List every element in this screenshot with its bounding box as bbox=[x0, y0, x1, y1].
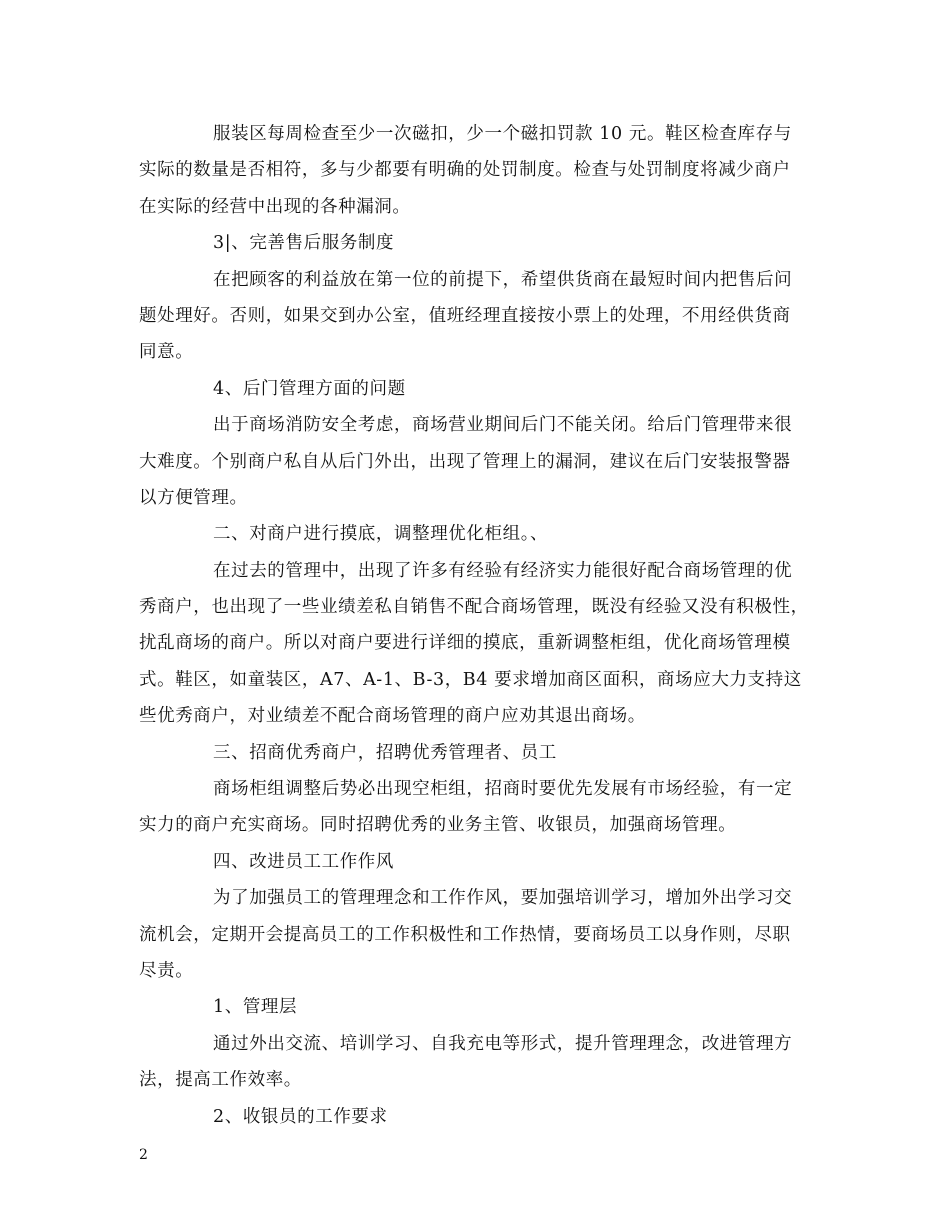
text-line: 在把顾客的利益放在第一位的前提下，希望供货商在最短时间内把售后问 bbox=[213, 269, 793, 290]
text-line: 扰乱商场的商户。所以对商户要进行详细的摸底，重新调整柜组，优化商场管理模 bbox=[139, 633, 791, 654]
text-line: 四、改进员工工作作风 bbox=[213, 851, 394, 872]
text-line: 在实际的经营中出现的各种漏洞。 bbox=[139, 196, 411, 217]
text-line: 实力的商户充实商场。同时招聘优秀的业务主管、收银员，加强商场管理。 bbox=[139, 815, 737, 836]
text-line: 商场柜组调整后势必出现空柜组，招商时要优先发展有市场经验，有一定 bbox=[213, 779, 793, 800]
text-line: 为了加强员工的管理理念和工作作风，要加强培训学习，增加外出学习交 bbox=[213, 888, 793, 909]
text-line: 二、对商户进行摸底，调整理优化柜组。、 bbox=[213, 524, 549, 545]
text-line: 同意。 bbox=[139, 342, 194, 363]
text-line: 大难度。个别商户私自从后门外出，出现了管理上的漏洞，建议在后门安装报警器 bbox=[139, 451, 791, 472]
text-line: 在过去的管理中，出现了许多有经验有经济实力能很好配合商场管理的优 bbox=[213, 560, 793, 581]
text-line: 1、管理层 bbox=[213, 997, 298, 1018]
text-line: 以方便管理。 bbox=[139, 487, 248, 508]
text-line: 秀商户，也出现了一些业绩差私自销售不配合商场管理，既没有经验又没有积极性， bbox=[139, 597, 809, 618]
text-line: 4、后门管理方面的问题 bbox=[213, 378, 406, 399]
text-line: 三、招商优秀商户，招聘优秀管理者、员工 bbox=[213, 742, 557, 763]
text-line: 服装区每周检查至少一次磁扣，少一个磁扣罚款 10 元。鞋区检查库存与 bbox=[213, 124, 792, 144]
text-line: 题处理好。否则，如果交到办公室，值班经理直接按小票上的处理，不用经供货商 bbox=[139, 305, 791, 326]
text-line: 式。鞋区，如童装区，A7、A-1、B-3，B4 要求增加商区面积，商场应大力支持这 bbox=[139, 669, 802, 690]
text-line: 3|、完善售后服务制度 bbox=[213, 233, 395, 254]
text-line: 实际的数量是否相符，多与少都要有明确的处罚制度。检查与处罚制度将减少商户 bbox=[139, 160, 791, 181]
page-number: 2 bbox=[139, 1147, 148, 1163]
document-body bbox=[139, 116, 815, 1135]
text-line: 通过外出交流、培训学习、自我充电等形式，提升管理理念，改进管理方 bbox=[213, 1033, 793, 1054]
text-line: 流机会，定期开会提高员工的工作积极性和工作热情，要商场员工以身作则，尽职 bbox=[139, 924, 791, 945]
text-line: 法，提高工作效率。 bbox=[139, 1070, 302, 1091]
text-line: 尽责。 bbox=[139, 960, 194, 981]
text-line: 些优秀商户，对业绩差不配合商场管理的商户应劝其退出商场。 bbox=[139, 706, 646, 727]
text-line: 出于商场消防安全考虑，商场营业期间后门不能关闭。给后门管理带来很 bbox=[213, 415, 793, 436]
text-line: 2、收银员的工作要求 bbox=[213, 1106, 388, 1127]
